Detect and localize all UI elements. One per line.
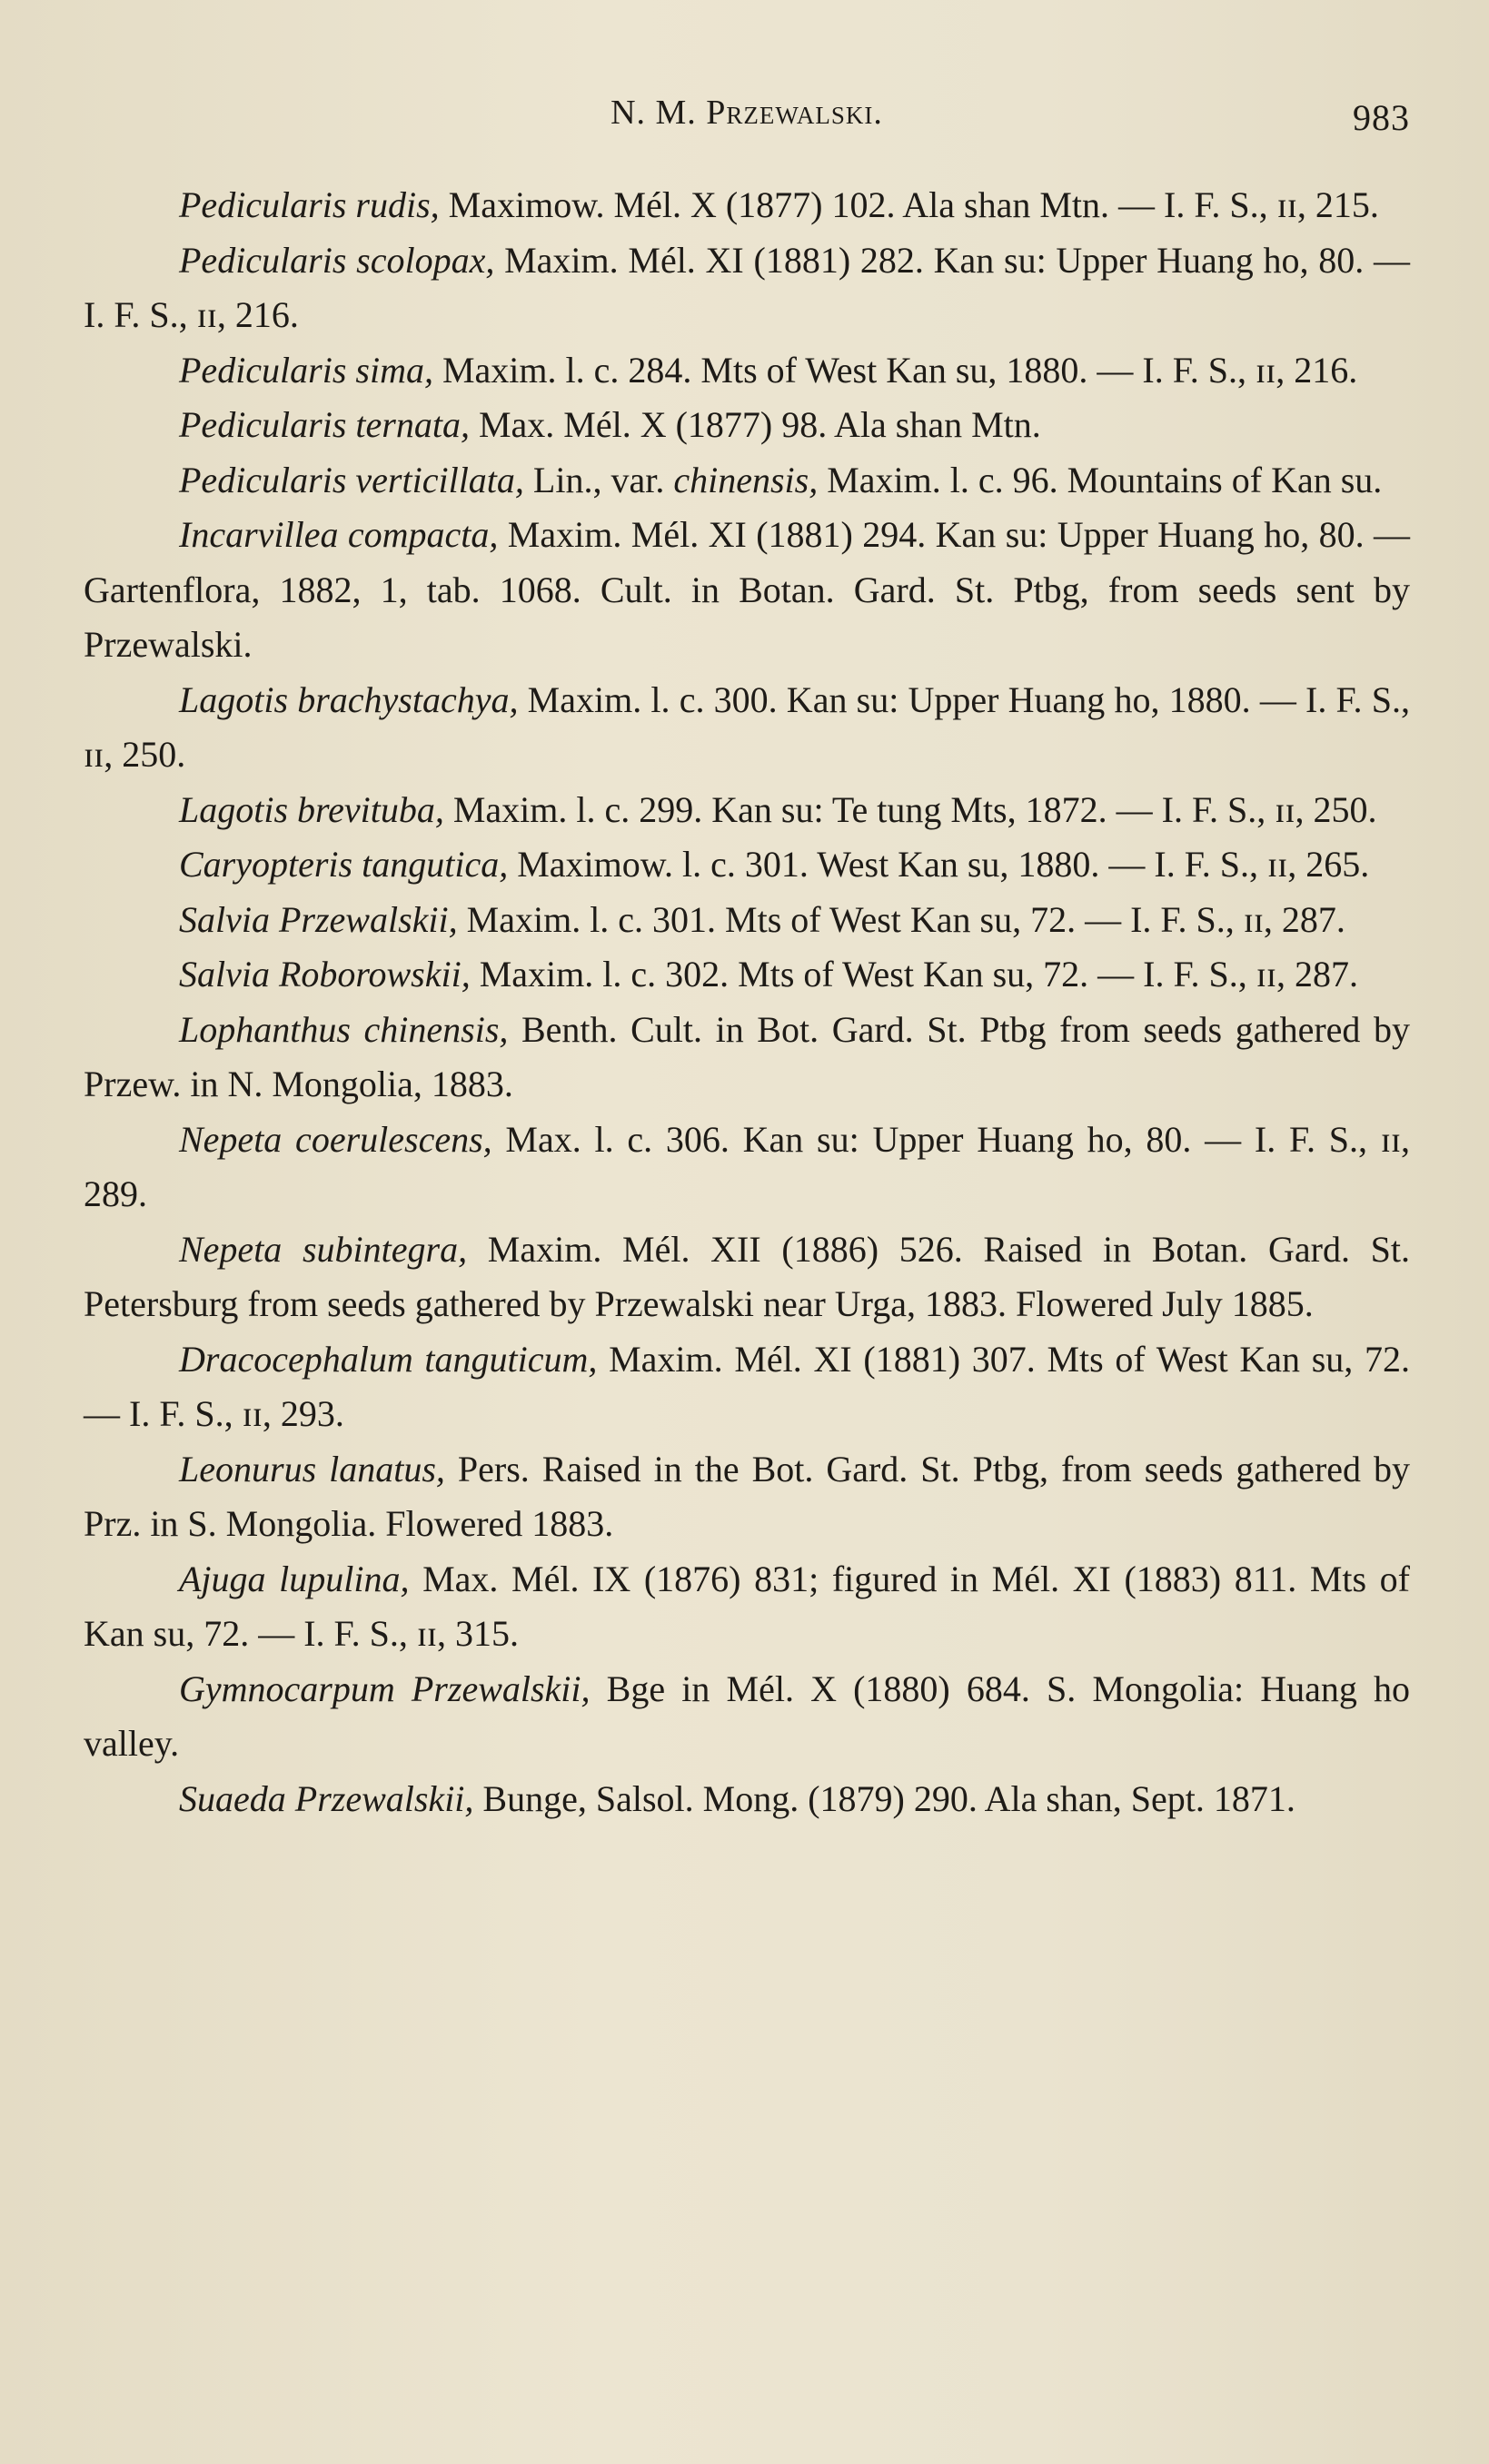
entry-text: Maxim. l. c. 300. Kan su: Upper Huang ho, 1880. — I. F. S., ɪɪ, 250.	[84, 678, 1410, 775]
entry-text: Maxim. Mél. XI (1881) 282. Kan su: Upper Huang ho, 80. — I. F. S., ɪɪ, 216.	[84, 239, 1410, 335]
species-name: Nepeta coerulescens,	[179, 1118, 492, 1160]
entry-text: Maxim. l. c. 284. Mts of West Kan su, 1880. — I. F. S., ɪɪ, 216.	[432, 349, 1358, 391]
list-item	[84, 233, 1410, 343]
entry-text: Pers. Raised in the Bot. Gard. St. Ptbg, from seeds gathered by Prz. in S. Mongolia. Flowered 1883.	[84, 1448, 1411, 1544]
page-number: 983	[1353, 97, 1410, 138]
species-name: Leonurus lanatus,	[179, 1448, 445, 1489]
species-name: Lagotis brachystachya,	[179, 678, 519, 720]
list-item	[84, 1222, 1410, 1332]
list-item	[84, 893, 1410, 948]
species-name: Salvia Roborowskii,	[179, 954, 471, 995]
species-name: Pedicularis rudis,	[179, 184, 440, 225]
species-name: Ajuga lupulina,	[179, 1558, 410, 1599]
entry-text: Maxim. l. c. 301. Mts of West Kan su, 72. — I. F. S., ɪɪ, 287.	[457, 898, 1345, 940]
entry-text: Lin., var.	[523, 459, 674, 500]
list-item	[84, 1772, 1410, 1827]
entry-text: Maxim. l. c. 299. Kan su: Te tung Mts, 1872. — I. F. S., ɪɪ, 250.	[443, 788, 1377, 830]
entry-text: Max. l. c. 306. Kan su: Upper Huang ho, 80. — I. F. S., ɪɪ, 289.	[84, 1118, 1410, 1214]
list-item	[84, 398, 1410, 453]
species-name: Pedicularis scolopax,	[179, 239, 495, 281]
species-name: Lagotis brevituba,	[179, 788, 444, 830]
entry-text: Benth. Cult. in Bot. Gard. St. Ptbg from seeds gathered by Przew. in N. Mongolia, 1883.	[84, 1008, 1410, 1104]
species-name: Gymnocarpum Przewalskii,	[179, 1667, 591, 1709]
list-item	[84, 1332, 1410, 1442]
list-item	[84, 508, 1410, 673]
entry-text: Maxim. l. c. 96. Mountains of Kan su.	[818, 459, 1383, 500]
entry-text: Bge in Mél. X (1880) 684. S. Mongolia: Huang ho valley.	[84, 1667, 1410, 1764]
species-name: Pedicularis sima,	[179, 349, 433, 391]
list-item	[84, 1113, 1410, 1222]
entry-text: Bunge, Salsol. Mong. (1879) 290. Ala shan, Sept. 1871.	[473, 1777, 1295, 1819]
variety-name: chinensis,	[673, 459, 819, 500]
entry-text: Max. Mél. X (1877) 98. Ala shan Mtn.	[469, 404, 1041, 445]
list-item	[84, 453, 1410, 509]
species-name: Suaeda Przewalskii,	[179, 1777, 474, 1819]
species-name: Nepeta subintegra,	[179, 1228, 468, 1270]
species-name: Incarvillea compacta,	[179, 514, 499, 555]
list-item	[84, 1662, 1410, 1772]
list-item	[84, 673, 1410, 783]
entry-text: Maxim. l. c. 302. Mts of West Kan su, 72. — I. F. S., ɪɪ, 287.	[470, 954, 1359, 995]
list-item	[84, 1003, 1410, 1113]
running-head-author: N. M. Przewalski.	[610, 94, 883, 132]
species-name: Pedicularis verticillata,	[179, 459, 524, 500]
entry-text: Max. Mél. IX (1876) 831; figured in Mél. XI (1883) 811. Mts of Kan su, 72. — I. F. S., ɪɪ, 315.	[84, 1558, 1411, 1654]
species-name: Pedicularis ternata,	[179, 404, 470, 445]
list-item	[84, 1442, 1410, 1552]
species-name: Caryopteris tangutica,	[179, 844, 509, 885]
running-head	[84, 87, 1410, 142]
species-name: Lophanthus chinensis,	[179, 1008, 509, 1050]
list-item	[84, 837, 1410, 893]
list-item	[84, 178, 1410, 233]
entry-text: Maximow. Mél. X (1877) 102. Ala shan Mtn. — I. F. S., ɪɪ, 215.	[439, 184, 1379, 225]
entry-text: Maxim. Mél. XI (1881) 307. Mts of West Kan su, 72. — I. F. S., ɪɪ, 293.	[84, 1338, 1410, 1434]
list-item	[84, 343, 1410, 399]
list-item	[84, 1552, 1410, 1662]
species-name: Dracocephalum tanguticum,	[179, 1338, 598, 1380]
species-name: Salvia Przewalskii,	[179, 898, 458, 940]
entry-text: Maxim. Mél. XI (1881) 294. Kan su: Upper Huang ho, 80. — Gartenflora, 1882, 1, tab. 1068. Cult. in Botan. Gard. St. Ptbg, from seeds sent by Przewalski.	[84, 514, 1411, 665]
entry-list	[84, 178, 1410, 1826]
entry-text: Maxim. Mél. XII (1886) 526. Raised in Botan. Gard. St. Petersburg from seeds gathered by Przewalski near Urga, 1883. Flowered July 1885.	[84, 1228, 1410, 1324]
list-item	[84, 783, 1410, 838]
entry-text: Maximow. l. c. 301. West Kan su, 1880. — I. F. S., ɪɪ, 265.	[508, 844, 1370, 885]
list-item	[84, 947, 1410, 1003]
